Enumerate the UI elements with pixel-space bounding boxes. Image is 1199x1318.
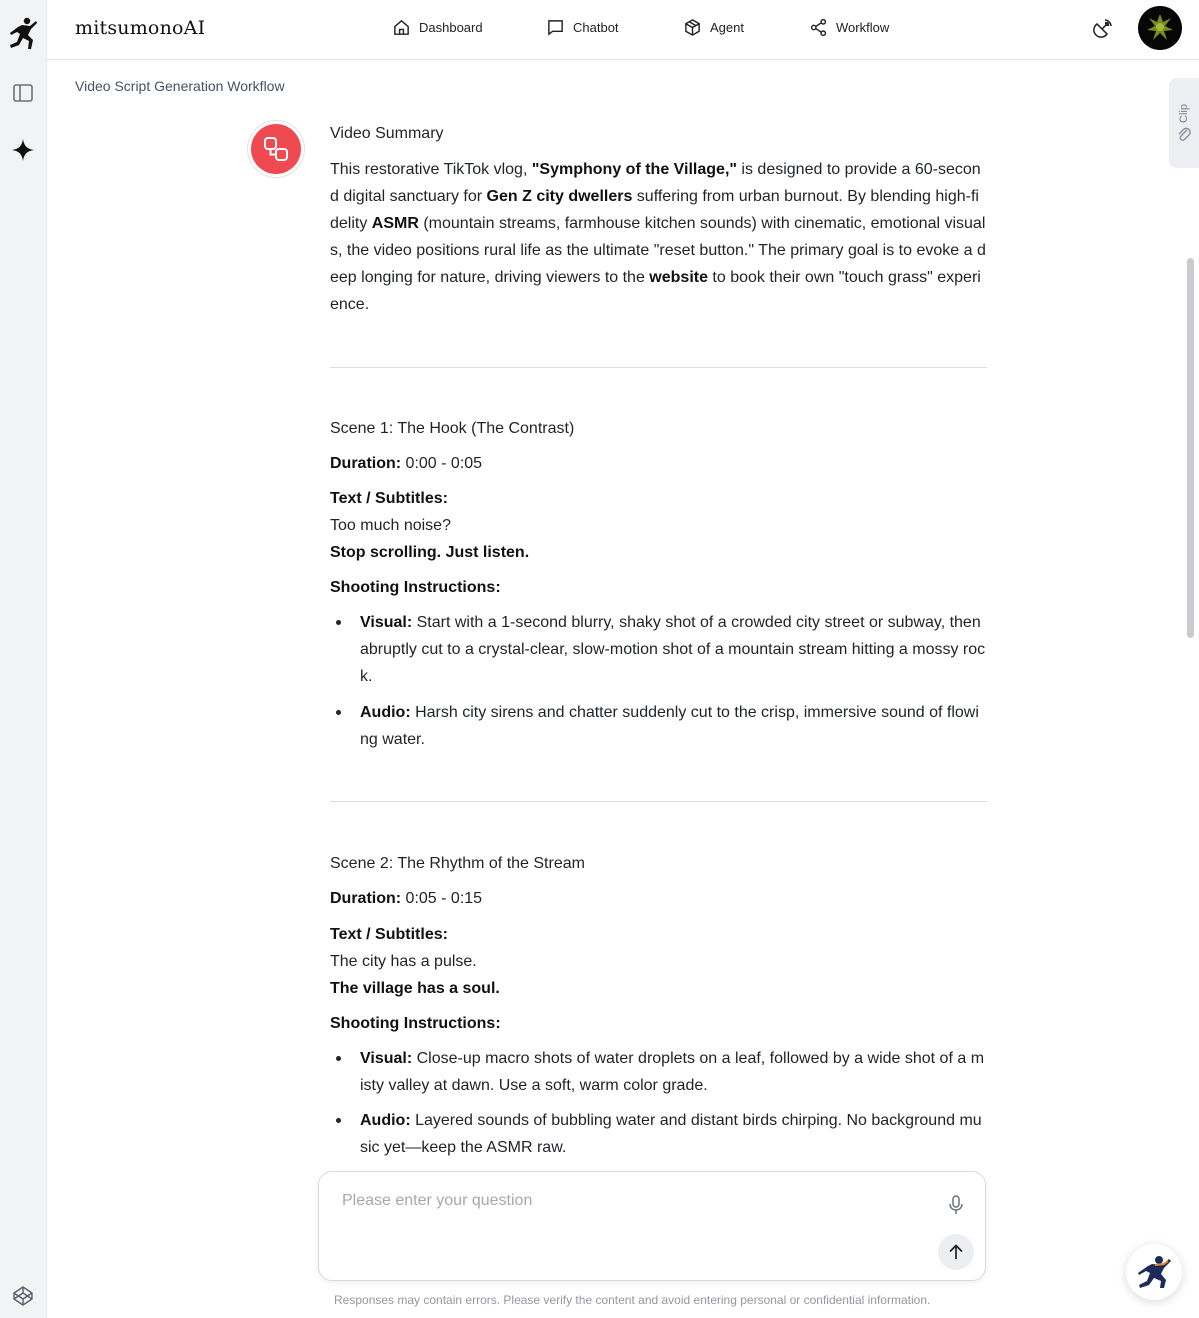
- instructions-label: Shooting Instructions:: [330, 1015, 501, 1032]
- nav-agent-label: Agent: [710, 20, 744, 35]
- instructions-label: Shooting Instructions:: [330, 579, 501, 596]
- sidebar-toggle-icon[interactable]: [10, 80, 36, 106]
- top-header: [47, 0, 1199, 60]
- scrollbar-thumb[interactable]: [1187, 258, 1194, 638]
- subtitle-line: The city has a pulse.: [330, 953, 477, 970]
- disclaimer-text: Responses may contain errors. Please verify the content and avoid entering personal or confidential information.: [334, 1293, 931, 1307]
- user-avatar[interactable]: [1138, 6, 1182, 50]
- assistant-float-button[interactable]: [1126, 1244, 1182, 1300]
- scene-title: Scene 1: The Hook (The Contrast): [330, 420, 575, 437]
- message-content: [330, 120, 987, 1161]
- instructions-list: [330, 609, 987, 753]
- divider: [330, 367, 987, 368]
- workflow-nodes-icon: [251, 124, 301, 174]
- list-item: Visual: Close-up macro shots of water droplets on a leaf, followed by a wide shot of a misty valley at dawn. Use a soft, warm color grade.: [360, 1045, 987, 1099]
- nav-dashboard[interactable]: [392, 18, 483, 37]
- scene-duration: Duration: 0:00 - 0:05: [330, 455, 483, 472]
- breadcrumb: Video Script Generation Workflow: [75, 78, 285, 94]
- satellite-icon[interactable]: [1089, 16, 1115, 42]
- clip-tab[interactable]: [1169, 78, 1199, 168]
- microphone-icon[interactable]: [943, 1192, 969, 1218]
- nav-chatbot[interactable]: [546, 18, 619, 37]
- share-icon: [809, 18, 828, 37]
- list-item: Audio: Harsh city sirens and chatter suddenly cut to the crisp, immersive sound of flowing water.: [360, 699, 987, 753]
- subtitle-line-bold: The village has a soul.: [330, 980, 500, 997]
- subtitles-label: Text / Subtitles:: [330, 490, 448, 507]
- cube-icon: [683, 18, 702, 37]
- chat-composer: [318, 1171, 986, 1281]
- subtitles-label: Text / Subtitles:: [330, 926, 448, 943]
- scene-duration: Duration: 0:05 - 0:15: [330, 890, 483, 907]
- instructions-list: [330, 1045, 987, 1161]
- bot-avatar: [247, 120, 305, 178]
- send-button[interactable]: [938, 1234, 974, 1270]
- left-rail: [0, 0, 47, 1318]
- nav-workflow-label: Workflow: [836, 20, 890, 35]
- ninja-mascot-icon: [1135, 1253, 1173, 1291]
- nav-dashboard-label: Dashboard: [419, 20, 483, 35]
- list-item: Visual: Start with a 1-second blurry, shaky shot of a crowded city street or subway, then abruptly cut to a crystal-clear, slow-motion shot of a mountain stream hitting a mossy rock.: [360, 609, 987, 690]
- subtitle-line: Too much noise?: [330, 517, 451, 534]
- brand-name[interactable]: mitsumonoAI: [75, 17, 206, 39]
- list-item: Audio: Layered sounds of bubbling water and distant birds chirping. No background music yet—keep the ASMR raw.: [360, 1107, 987, 1161]
- nav-chatbot-label: Chatbot: [573, 20, 619, 35]
- question-input[interactable]: [342, 1192, 902, 1210]
- summary-paragraph: This restorative TikTok vlog, "Symphony of the Village," is designed to provide a 60-second digital sanctuary for Gen Z city dwellers suffering from urban burnout. By blending high-fidelity ASMR (mountain streams, farmhouse kitchen sounds) with cinematic, emotional visuals, the video positions rural life as the ultimate "reset button." The primary goal is to evoke a deep longing for nature, driving viewers to the website to book their own "touch grass" experience.: [330, 161, 986, 313]
- codepen-icon[interactable]: [10, 1283, 36, 1309]
- paperclip-icon: [1177, 126, 1191, 142]
- nav-workflow[interactable]: [809, 18, 889, 37]
- arrow-up-icon: [947, 1243, 965, 1261]
- nav-agent[interactable]: [683, 18, 744, 37]
- home-icon: [392, 18, 411, 37]
- chat-icon: [546, 18, 565, 37]
- sparkle-icon[interactable]: [10, 137, 36, 163]
- subtitle-line-bold: Stop scrolling. Just listen.: [330, 544, 530, 561]
- summary-title: Video Summary: [330, 125, 444, 142]
- clip-label: Clip: [1178, 103, 1190, 123]
- divider: [330, 801, 987, 802]
- ninja-logo-icon[interactable]: [8, 16, 38, 52]
- scene-title: Scene 2: The Rhythm of the Stream: [330, 855, 585, 872]
